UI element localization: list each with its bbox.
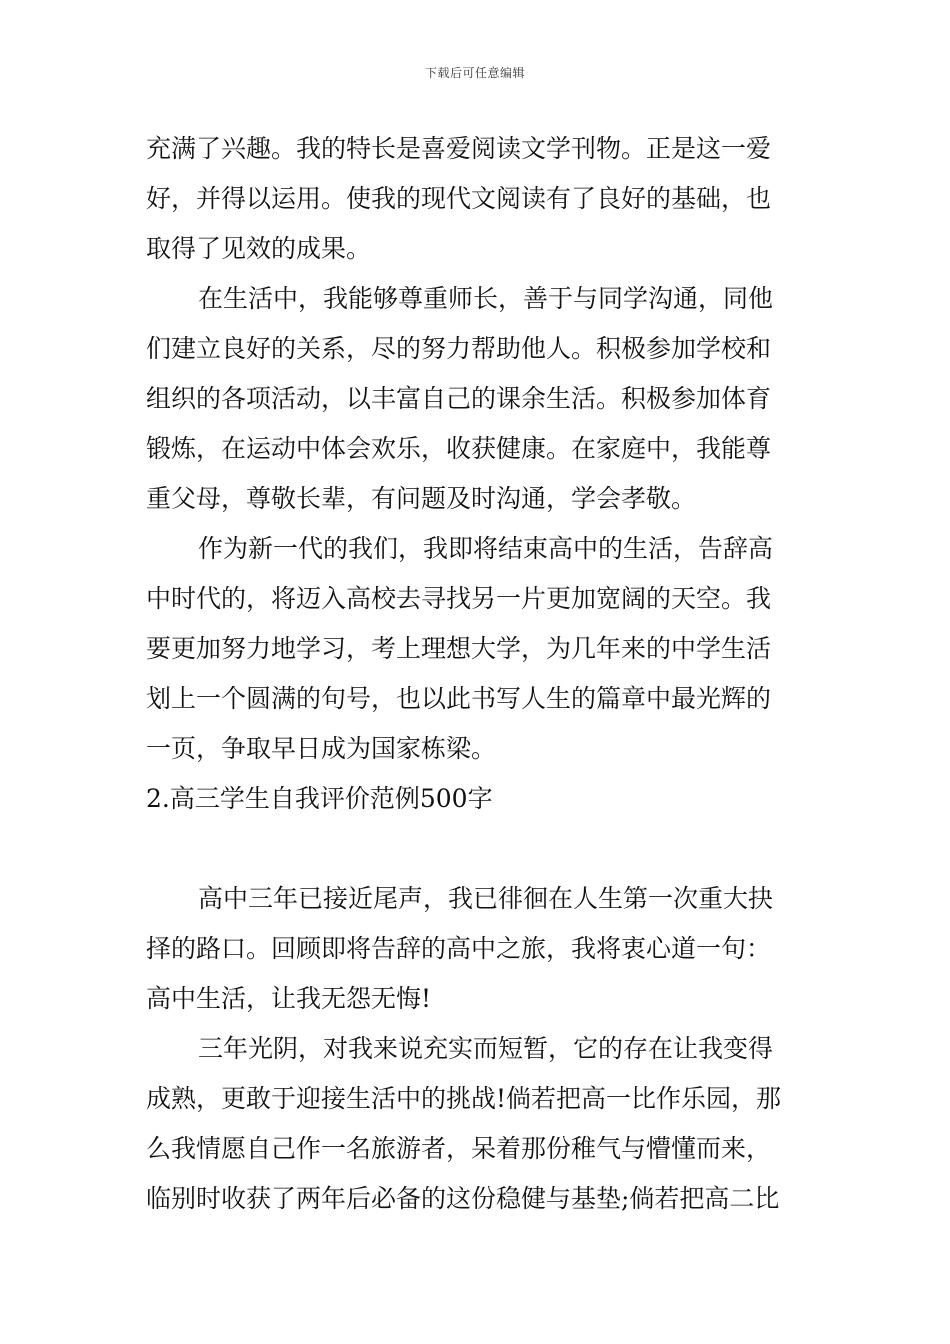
blank-line — [146, 824, 806, 874]
section-paragraph-2 — [146, 1024, 806, 1224]
paragraph-1 — [146, 124, 806, 274]
text-line: 取得了见效的成果。 — [146, 234, 372, 263]
text-line: 好，并得以运用。使我的现代文阅读有了良好的基础，也 — [146, 184, 772, 213]
text-line: 高中三年已接近尾声，我已徘徊在人生第一次重大抉 — [198, 884, 774, 913]
text-line: 高中生活，让我无怨无悔! — [146, 984, 432, 1013]
section-heading: 2.高三学生自我评价范例500字 — [146, 784, 493, 813]
text-line: 中时代的，将迈入高校去寻找另一片更加宽阔的天空。我 — [146, 584, 772, 613]
text-line: 么我情愿自己作一名旅游者，呆着那份稚气与懵懂而来， — [146, 1134, 772, 1163]
paragraph-3 — [146, 524, 806, 774]
text-line: 一页，争取早日成为国家栋梁。 — [146, 734, 497, 763]
text-line: 充满了兴趣。我的特长是喜爱阅读文学刊物。正是这一爱 — [146, 134, 772, 163]
text-line: 三年光阴，对我来说充实而短暂，它的存在让我变得 — [198, 1034, 774, 1063]
text-line: 作为新一代的我们，我即将结束高中的生活，告辞高 — [198, 534, 774, 563]
section-paragraph-1 — [146, 874, 806, 1024]
text-line: 在生活中，我能够尊重师长，善于与同学沟通，同他 — [198, 284, 774, 313]
text-line: 要更加努力地学习，考上理想大学，为几年来的中学生活 — [146, 634, 772, 663]
text-line: 临别时收获了两年后必备的这份稳健与基垫;倘若把高二比 — [146, 1184, 780, 1213]
paragraph-2 — [146, 274, 806, 524]
text-line: 划上一个圆满的句号，也以此书写人生的篇章中最光辉的 — [146, 684, 772, 713]
text-line: 择的路口。回顾即将告辞的高中之旅，我将衷心道一句： — [146, 934, 772, 963]
page-header: 下载后可任意编辑 — [424, 66, 525, 80]
text-line: 组织的各项活动，以丰富自己的课余生活。积极参加体育 — [146, 384, 772, 413]
text-line: 重父母，尊敬长辈，有问题及时沟通，学会孝敬。 — [146, 484, 697, 513]
text-line: 成熟，更敢于迎接生活中的挑战!倘若把高一比作乐园，那 — [146, 1084, 782, 1113]
document-body — [146, 124, 806, 1224]
text-line: 们建立良好的关系，尽的努力帮助他人。积极参加学校和 — [146, 334, 772, 363]
text-line: 锻炼，在运动中体会欢乐，收获健康。在家庭中，我能尊 — [146, 434, 772, 463]
